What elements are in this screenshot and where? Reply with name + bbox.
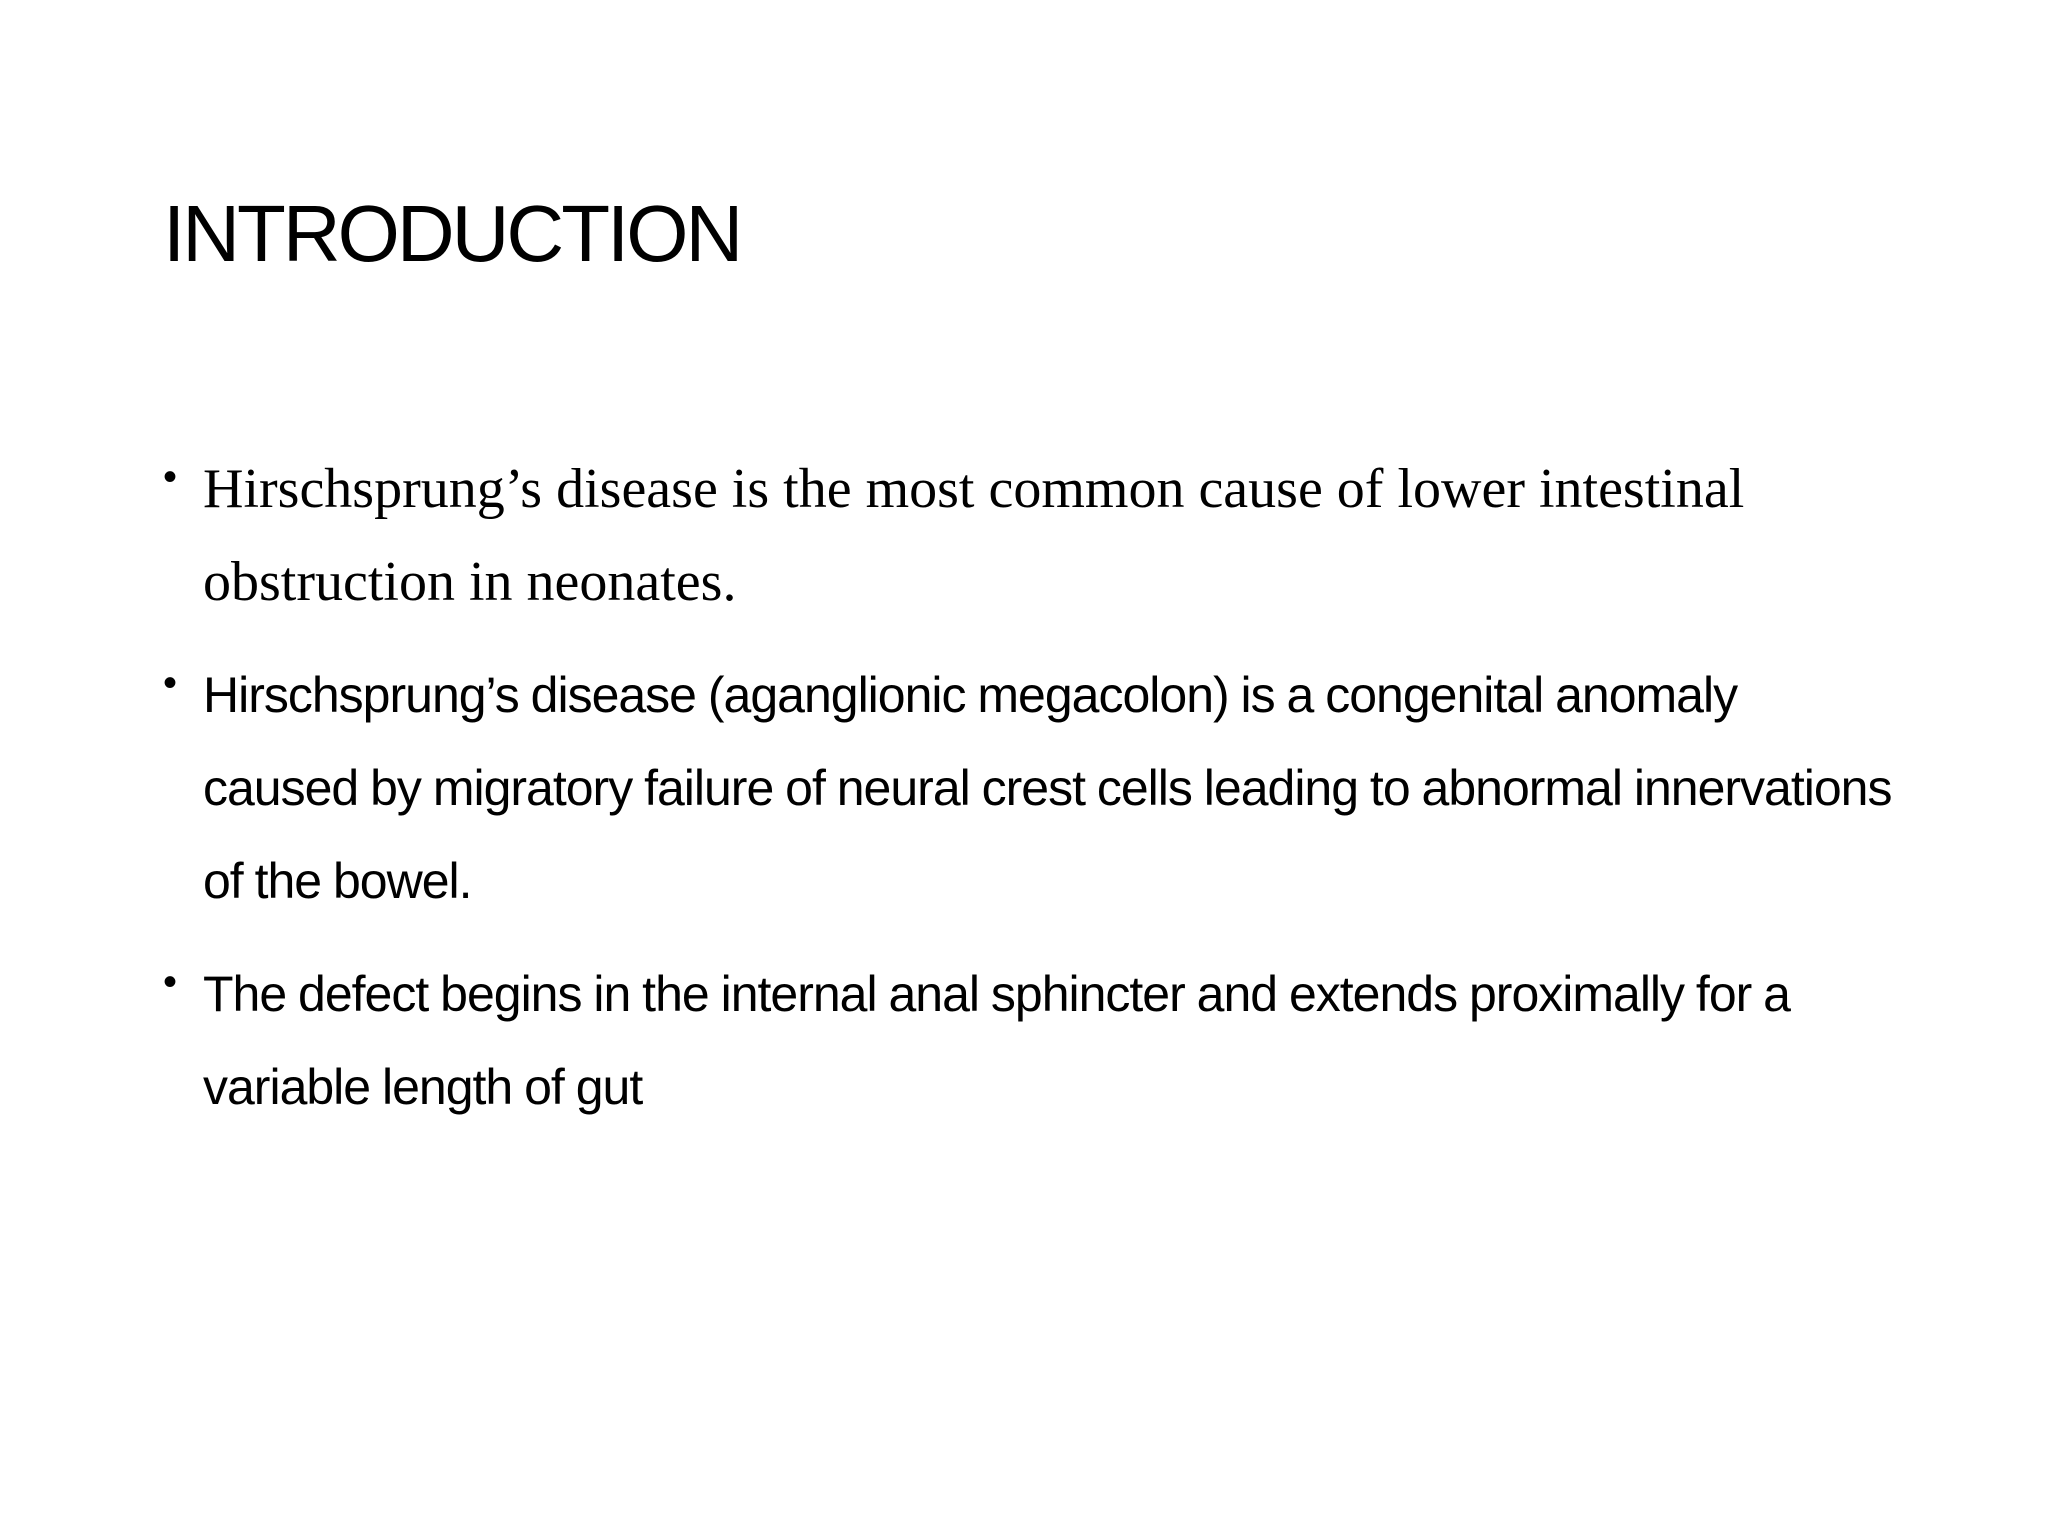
bullet-text: Hirschsprung’s disease is the most common cause of lower intestinal obstruction in neonates. (203, 458, 1745, 613)
bullet-icon: • (163, 661, 178, 705)
bullet-item (163, 948, 1903, 1134)
bullet-item (163, 443, 1903, 629)
bullet-text: Hirschsprung’s disease (aganglionic megacolon) is a congenital anomaly caused by migratory failure of neural crest cells leading to abnormal innervations of the bowel. (203, 667, 1892, 909)
bullet-text: The defect begins in the internal anal sphincter and extends proximally for a variable length of gut (203, 966, 1790, 1115)
slide-title: INTRODUCTION (163, 189, 741, 278)
bullet-icon: • (163, 455, 178, 499)
bullet-item (163, 649, 1903, 928)
bullet-icon: • (163, 960, 178, 1004)
bullet-list (163, 443, 1903, 1154)
